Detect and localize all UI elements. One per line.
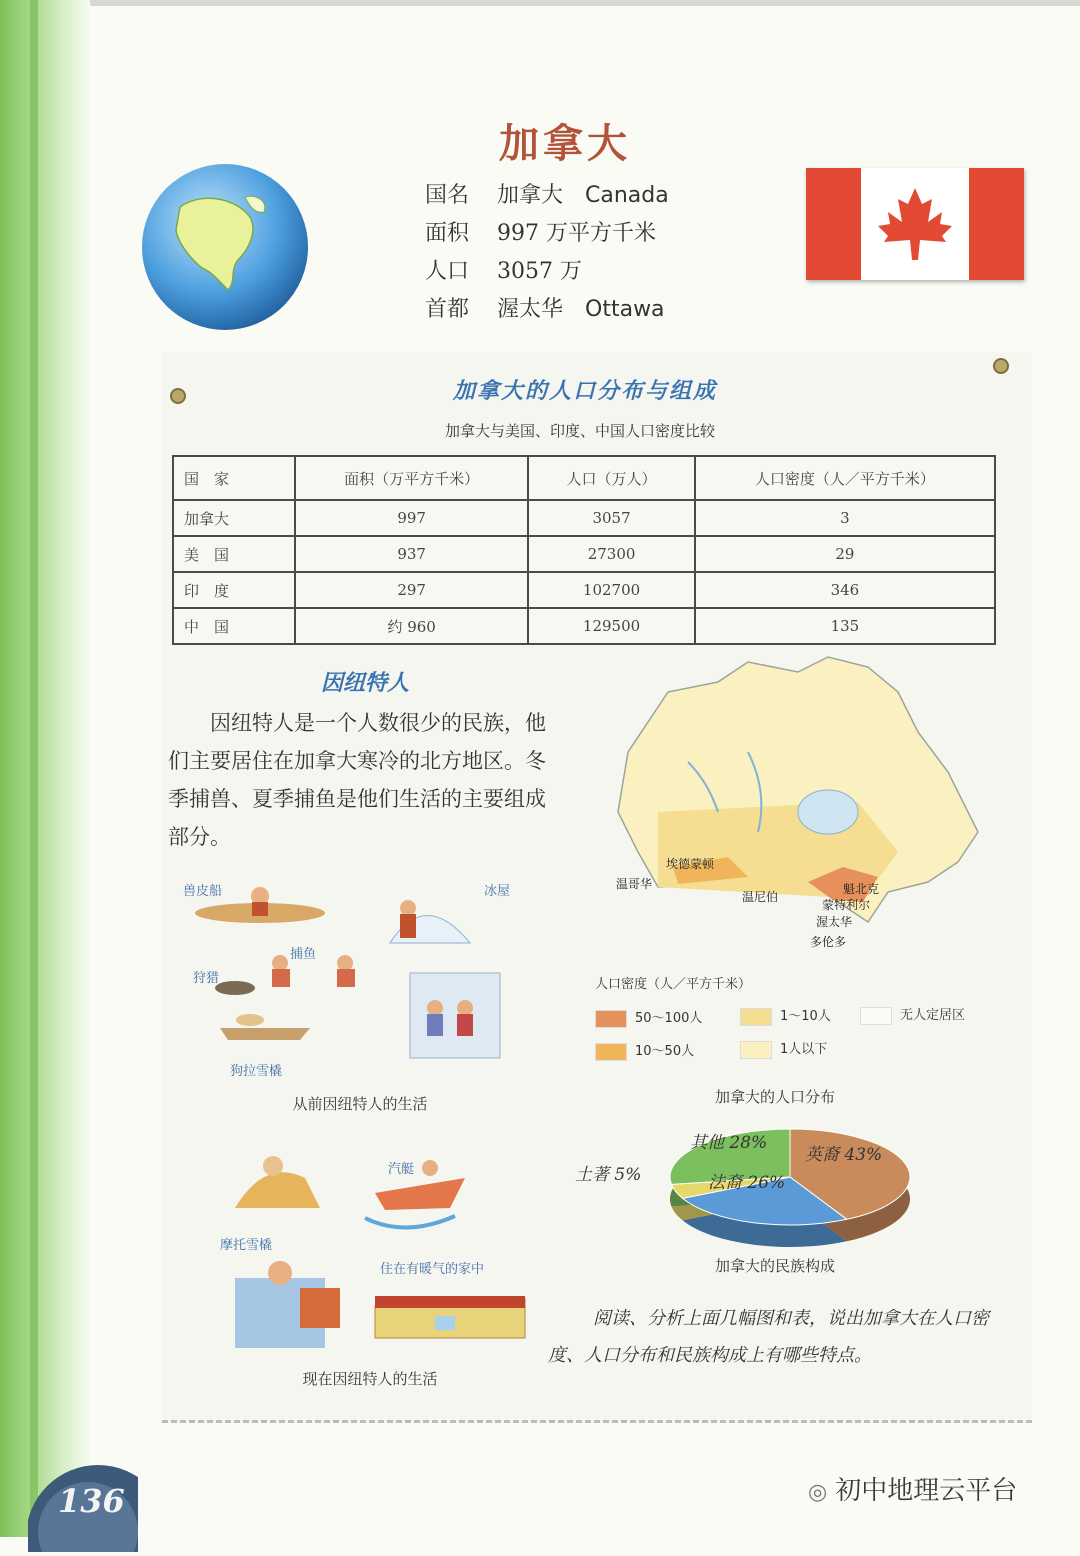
page-top-edge: [0, 0, 1080, 6]
table-cell: 102700: [528, 572, 694, 608]
page-number-badge: [28, 1462, 138, 1552]
legend-swatch: [595, 1010, 627, 1028]
section-title: 加拿大的人口分布与组成: [452, 378, 717, 404]
ethnic-composition-pie: [640, 1112, 940, 1262]
modern-life-caption: 现在因纽特人的生活: [302, 1370, 438, 1388]
table-cell: 中 国: [173, 608, 295, 644]
pie-label: 土著 5%: [575, 1165, 642, 1185]
legend-swatch: [740, 1041, 772, 1059]
legend-item: 10～50人: [595, 1040, 694, 1061]
table-cell: 27300: [528, 536, 694, 572]
legend-item: 1人以下: [740, 1038, 827, 1059]
table-cell: 3057: [528, 500, 694, 536]
fact-population: 人口 3057 万: [425, 259, 582, 284]
legend-swatch: [595, 1043, 627, 1061]
column-header: 面积（万平方千米）: [295, 456, 528, 500]
pie-label: 法裔 26%: [708, 1173, 786, 1193]
table-cell: 约 960: [295, 608, 528, 644]
table-cell: 29: [695, 536, 995, 572]
table-row: [173, 572, 995, 608]
column-header: 人口密度（人／平方千米）: [695, 456, 995, 500]
illustration-label: 捕鱼: [290, 947, 317, 962]
old-life-caption: 从前因纽特人的生活: [292, 1095, 428, 1113]
table-cell: 印 度: [173, 572, 295, 608]
old-inuit-life-illustration: [180, 868, 530, 1088]
legend-item: 无人定居区: [860, 1004, 965, 1025]
map-legend-title: 人口密度（人／平方千米）: [595, 977, 752, 992]
table-cell: 129500: [528, 608, 694, 644]
fact-country-name: 国名 加拿大 Canada: [425, 183, 669, 208]
canada-flag-icon: [806, 168, 1024, 280]
map-city-label: 温尼伯: [742, 890, 779, 904]
illustration-label: 住在有暖气的家中: [380, 1262, 485, 1277]
page-spine: [0, 0, 90, 1537]
illustration-label: 冰屋: [484, 884, 511, 899]
map-city-label: 蒙特利尔: [822, 898, 871, 912]
watermark: ◎ 初中地理云平台: [808, 1476, 1018, 1506]
map-caption: 加拿大的人口分布: [714, 1088, 835, 1106]
illustration-label: 摩托雪橇: [220, 1238, 273, 1253]
pie-caption: 加拿大的民族构成: [714, 1257, 835, 1275]
table-cell: 3: [695, 500, 995, 536]
inuit-title: 因纽特人: [320, 670, 409, 696]
legend-item: 50～100人: [595, 1007, 702, 1028]
inuit-paragraph: 因纽特人是一个人数很少的民族，他们主要居住在加拿大寒冷的北方地区。冬季捕兽、夏季捕鱼是他们生活的主要组成部分。: [168, 711, 546, 849]
pin-icon: [993, 358, 1009, 374]
table-header-row: [173, 456, 995, 500]
legend-swatch: [860, 1007, 892, 1025]
table-cell: 346: [695, 572, 995, 608]
page-number: 136: [58, 1482, 125, 1520]
question-text: 阅读、分析上面几幅图和表，说出加拿大在人口密度、人口分布和民族构成上有哪些特点。: [548, 1308, 989, 1366]
page-spine-stripe: [30, 0, 38, 1537]
table-caption: 加拿大与美国、印度、中国人口密度比较: [444, 422, 715, 440]
fact-area: 面积 997 万平方千米: [425, 221, 656, 246]
map-city-label: 埃德蒙顿: [666, 857, 715, 871]
column-header: 人口（万人）: [528, 456, 694, 500]
map-city-label: 渥太华: [816, 915, 853, 929]
pie-label: 英裔 43%: [805, 1145, 883, 1165]
canada-population-map: [598, 652, 982, 952]
wechat-icon: ◎: [808, 1480, 828, 1505]
table-row: [173, 536, 995, 572]
illustration-label: 狗拉雪橇: [230, 1064, 283, 1079]
map-city-label: 温哥华: [616, 877, 653, 891]
map-city-label: 多伦多: [810, 935, 847, 949]
globe-icon: [140, 162, 310, 332]
table-row: [173, 608, 995, 644]
table-cell: 937: [295, 536, 528, 572]
table-row: [173, 500, 995, 536]
column-header: 国 家: [173, 456, 295, 500]
legend-item: 1～10人: [740, 1005, 831, 1026]
pie-label: 其他 28%: [690, 1133, 768, 1153]
table-cell: 135: [695, 608, 995, 644]
table-cell: 美 国: [173, 536, 295, 572]
legend-swatch: [740, 1008, 772, 1026]
page-title: 加拿大: [499, 120, 631, 167]
modern-inuit-life-illustration: [225, 1138, 545, 1358]
illustration-label: 狩猎: [193, 971, 220, 986]
fact-capital: 首都 渥太华 Ottawa: [425, 297, 665, 322]
illustration-label: 兽皮船: [183, 884, 223, 899]
table-cell: 加拿大: [173, 500, 295, 536]
illustration-label: 汽艇: [388, 1162, 415, 1177]
density-table: [172, 455, 996, 645]
table-cell: 997: [295, 500, 528, 536]
pin-icon: [170, 388, 186, 404]
table-cell: 297: [295, 572, 528, 608]
map-city-label: 魁北克: [843, 882, 880, 896]
